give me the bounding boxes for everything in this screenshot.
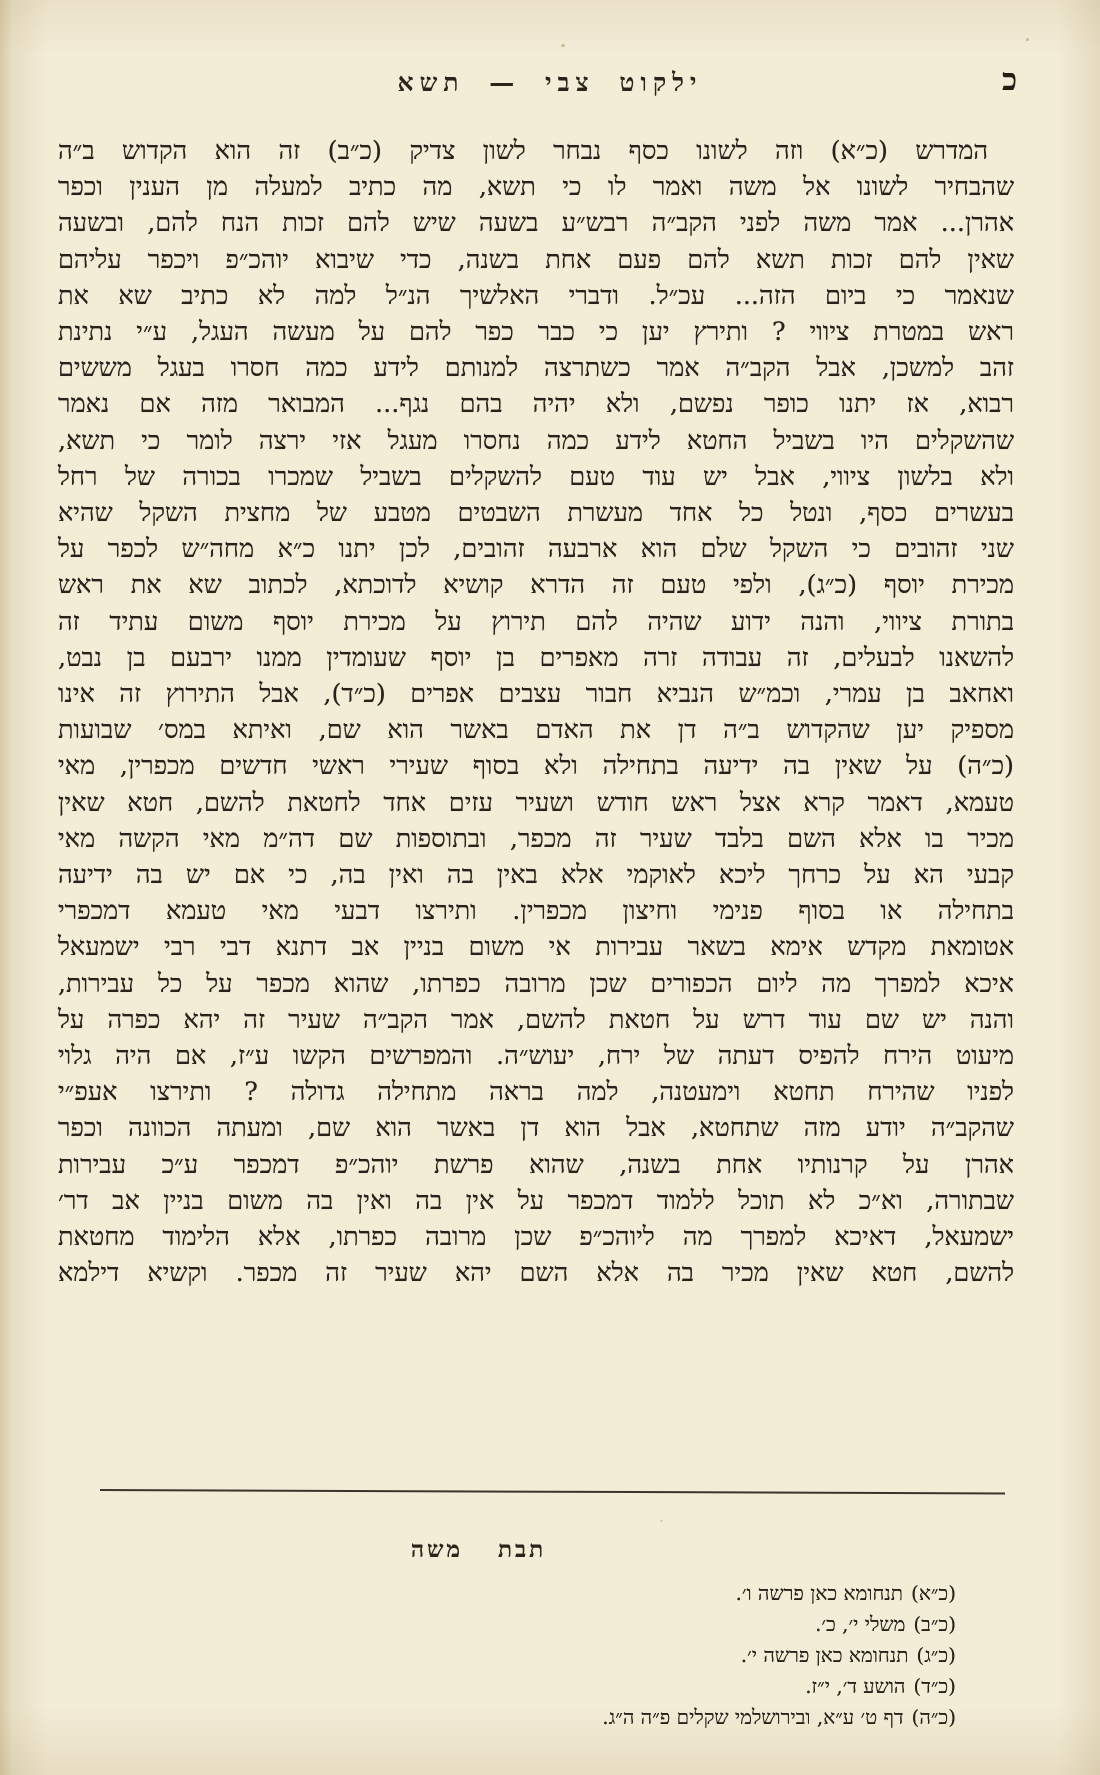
text-line: שנאמר כי ביום הזה... עכ״ל. ודברי האלשיך הנ״ל למה לא כתיב שא את: [58, 280, 1014, 311]
page-number: כ: [1002, 62, 1018, 98]
text-line: בתחילה או בסוף פנימי וחיצון מכפרין. ותירצו דבעי מאי טעמא דמכפרי: [58, 896, 1014, 927]
footnote-text: הושע ד׳, י״ז.: [805, 1674, 906, 1698]
text-line: והנה יש שם עוד דרש על חטאת להשם, אמר הקב״ה שעיר זה יהא כפרה על: [58, 1004, 1014, 1035]
text-line: מספיק יען שהקדוש ב״ה דן את האדם באשר הוא שם, ואיתא במס׳ שבועות: [58, 715, 1014, 746]
text-line: אטומאת מקדש אימא בשאר עבירות אי משום בניין אב דתנא דבי רבי ישמעאל: [58, 932, 1014, 963]
footnote-label: (כ״א): [911, 1581, 956, 1605]
text-line: מכיר בו אלא השם בלבד שעיר זה מכפר, ובתוספות שם דה״מ מאי הקשה מאי: [58, 823, 1014, 854]
text-line: זהב למשכן, אבל הקב״ה אמר כשתרצה למנותם לידע כמה חסרו בעגל מששים: [58, 353, 1014, 384]
text-line: שהשקלים היו בשביל החטא לידע כמה נחסרו מעגל אזי ירצה לומר כי תשא,: [58, 425, 1014, 456]
text-line: קבעי הא על כרחך ליכא לאוקמי אלא באין בה ואין בה, כי אם יש בה ידיעה: [58, 860, 1014, 891]
text-line: בעשרים כסף, ונטל כל אחד מעשרת השבטים מטבע של מחצית השקל שהיא: [58, 498, 1014, 529]
text-line: שני זהובים כי השקל שלם הוא ארבעה זהובים, לכן יתנו כ״א מחה״ש לכפר על: [58, 534, 1014, 565]
footnote-label: (כ״ג): [916, 1643, 956, 1667]
text-line: ולא בלשון ציווי, אבל יש עוד טעם להשקלים בשביל שמכרו בכורה של רחל: [58, 461, 1014, 492]
paper-speck: [660, 1520, 663, 1522]
text-line: טעמא, דאמר קרא אצל ראש חודש ושעיר עזים אחד לחטאת להשם, חטא שאין: [58, 787, 1014, 818]
footnote-label: (כ״ד): [913, 1674, 956, 1698]
text-line: ראש במטרת ציווי ? ותירץ יען כי כבר כפר להם על מעשה העגל, ע״י נתינת: [58, 317, 1014, 348]
footnote: [356, 1578, 956, 1609]
text-line: לפניו שהירח תחטא וימעטנה, למה בראה מתחילה גדולה ? ותירצו אעפ״י: [58, 1077, 1014, 1108]
text-line: שהבחיר לשונו אל משה ואמר לו כי תשא, מה כתיב למעלה מן הענין וכפר: [58, 172, 1014, 203]
text-line: (כ״ה) על שאין בה ידיעה בתחילה ולא בסוף שעירי ראשי חדשים מכפרין, מאי: [58, 751, 1014, 782]
paper-speck: [561, 44, 565, 47]
main-text-block: [58, 133, 1014, 1292]
footnote-text: דף ט׳ ע״א, ובירושלמי שקלים פ״ה ה״ג.: [602, 1705, 904, 1729]
text-line: אהרן... אמר משה לפני הקב״ה רבש״ע בשעה שיש להם זכות הנח להם, ובשעה: [58, 208, 1014, 239]
text-line: שהקב״ה יודע מזה שתחטא, אבל הוא דן באשר הוא שם, ומעתה הכוונה וכפר: [58, 1113, 1014, 1144]
text-line: ואחאב בן עמרי, וכמ״ש הנביא חבור עצבים אפרים (כ״ד), אבל התירוץ זה אינו: [58, 679, 1014, 710]
paper-speck: [1026, 38, 1029, 41]
page-header-title: ילקוט צבי — תשא: [397, 68, 703, 97]
footnote-label: (כ״ה): [911, 1705, 956, 1729]
text-line: מיעוט הירח להפיס דעתה של ירח, יעוש״ה. והמפרשים הקשו ע״ז, אם היה גלוי: [58, 1041, 1014, 1072]
text-line: שאין להם זכות תשא להם פעם אחת בשנה, כדי שיבוא יוהכ״פ ויכפר עליהם: [58, 244, 1014, 275]
text-line: איכא למפרך מה ליום הכפורים שכן מרובה כפרתו, שהוא מכפר על כל עבירות,: [58, 968, 1014, 999]
footnote: [356, 1609, 956, 1640]
section-divider-rule: [100, 1489, 1005, 1494]
text-line: מכירת יוסף (כ״ג), ולפי טעם זה הדרא קושיא לדוכתא, לכתוב שא את ראש: [58, 570, 1014, 601]
text-line: להשם, חטא שאין מכיר בה אלא השם יהא שעיר זה מכפר. וקשיא דילמא: [58, 1258, 1014, 1289]
notes-section-title: תבת משה: [410, 1536, 547, 1563]
footnote-text: תנחומא כאן פרשה י׳.: [740, 1643, 909, 1667]
footnote-label: (כ״ב): [913, 1612, 956, 1636]
text-line: רבוא, אז יתנו כופר נפשם, ולא יהיה בהם נגף... המבואר מזה אם נאמר: [58, 389, 1014, 420]
footnote: [356, 1671, 956, 1702]
text-line: ישמעאל, דאיכא למפרך מה ליוהכ״פ שכן מרובה כפרתו, אלא הלימוד מחטאת: [58, 1222, 1014, 1253]
footnote-text: משלי י׳, כ׳.: [815, 1612, 906, 1636]
footnote-text: תנחומא כאן פרשה ו׳.: [735, 1581, 904, 1605]
text-line: אהרן על קרנותיו אחת בשנה, שהוא פרשת יוהכ״פ דמכפר ע״כ עבירות: [58, 1149, 1014, 1180]
footnote: [356, 1702, 956, 1733]
text-line: שבתורה, וא״כ לא תוכל ללמוד דמכפר על אין בה ואין בה משום בניין אב דר׳: [58, 1185, 1014, 1216]
text-line: להשאנו לבעלים, זה עבודה זרה מאפרים בן יוסף שעומדין ממנו ירבעם בן נבט,: [58, 642, 1014, 673]
text-line: המדרש (כ״א) וזה לשונו כסף נבחר לשון צדיק (כ״ב) זה הוא הקדוש ב״ה: [58, 136, 988, 166]
footnote: [356, 1640, 956, 1671]
footnotes-block: [356, 1578, 956, 1733]
text-line: בתורת ציווי, והנה ידוע שהיה להם תירוץ על מכירת יוסף משום עתיד זה: [58, 606, 1014, 637]
